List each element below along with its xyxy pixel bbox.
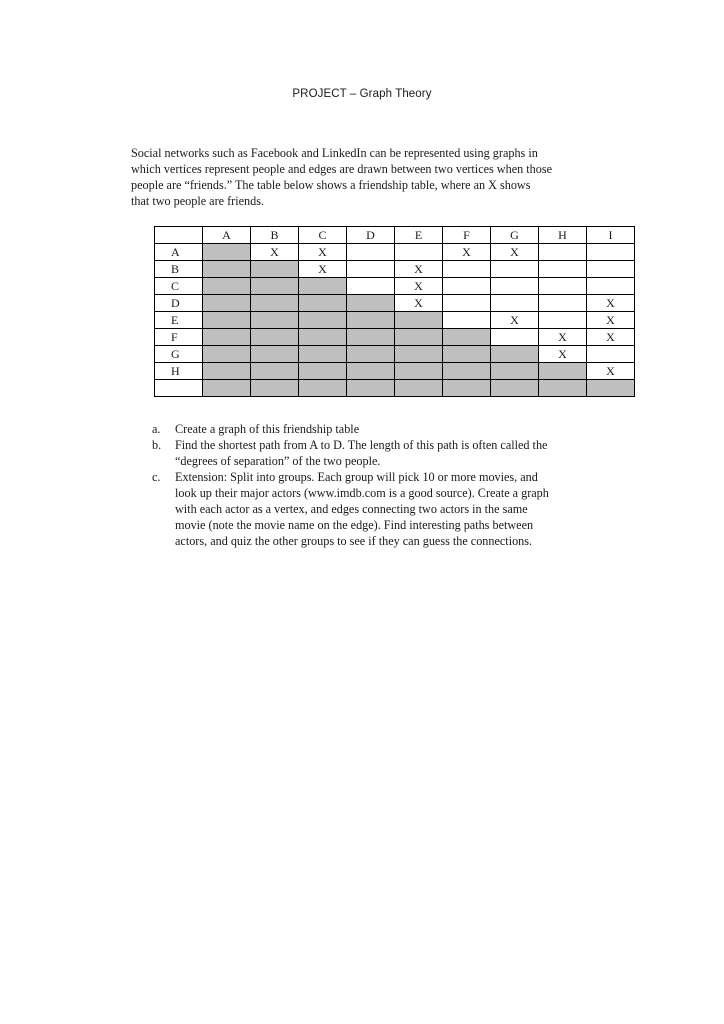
table-cell bbox=[539, 363, 587, 380]
table-header-row bbox=[155, 227, 635, 244]
table-cell bbox=[251, 380, 299, 397]
question-line: movie (note the movie name on the edge). Find interesting paths between bbox=[175, 518, 534, 532]
table-cell bbox=[299, 346, 347, 363]
table-cell: X bbox=[395, 278, 443, 295]
table-cell bbox=[203, 278, 251, 295]
intro-line: that two people are friends. bbox=[131, 194, 264, 208]
column-header: A bbox=[203, 227, 251, 244]
question-line: with each actor as a vertex, and edges connecting two actors in the same bbox=[175, 502, 528, 516]
table-cell bbox=[539, 295, 587, 312]
table-cell bbox=[395, 363, 443, 380]
table-row bbox=[155, 261, 635, 278]
table-cell bbox=[491, 346, 539, 363]
page-title: PROJECT – Graph Theory bbox=[292, 88, 432, 100]
question-letter: c. bbox=[152, 470, 161, 484]
table-cell bbox=[443, 312, 491, 329]
table-cell: X bbox=[491, 244, 539, 261]
table-cell: X bbox=[299, 261, 347, 278]
intro-paragraph bbox=[131, 145, 641, 209]
row-label: C bbox=[155, 278, 203, 295]
table-cell bbox=[587, 380, 635, 397]
table-cell bbox=[299, 295, 347, 312]
table-cell bbox=[203, 329, 251, 346]
table-cell bbox=[203, 261, 251, 278]
column-header: I bbox=[587, 227, 635, 244]
question-line: Create a graph of this friendship table bbox=[175, 422, 360, 436]
table-row bbox=[155, 295, 635, 312]
column-header: F bbox=[443, 227, 491, 244]
table-cell: X bbox=[395, 261, 443, 278]
column-header: E bbox=[395, 227, 443, 244]
table-cell bbox=[203, 244, 251, 261]
question-line: Extension: Split into groups. Each group will pick 10 or more movies, and bbox=[175, 470, 538, 484]
table-row bbox=[155, 278, 635, 295]
question-b bbox=[152, 437, 652, 469]
table-cell bbox=[347, 346, 395, 363]
column-header: H bbox=[539, 227, 587, 244]
table-cell bbox=[203, 295, 251, 312]
table-cell bbox=[491, 295, 539, 312]
table-cell bbox=[299, 278, 347, 295]
table-cell bbox=[491, 329, 539, 346]
table-cell bbox=[347, 363, 395, 380]
table-cell bbox=[491, 278, 539, 295]
column-header: B bbox=[251, 227, 299, 244]
question-list bbox=[152, 421, 652, 549]
table-row bbox=[155, 363, 635, 380]
question-line: look up their major actors (www.imdb.com is a good source). Create a graph bbox=[175, 486, 549, 500]
row-label: D bbox=[155, 295, 203, 312]
table-cell bbox=[539, 244, 587, 261]
table-cell: X bbox=[587, 312, 635, 329]
table-row bbox=[155, 312, 635, 329]
row-label: H bbox=[155, 363, 203, 380]
table-cell bbox=[347, 278, 395, 295]
table-cell bbox=[443, 295, 491, 312]
table-row bbox=[155, 244, 635, 261]
table-cell: X bbox=[299, 244, 347, 261]
table-cell bbox=[203, 312, 251, 329]
row-label bbox=[155, 380, 203, 397]
row-label: E bbox=[155, 312, 203, 329]
corner-cell bbox=[155, 227, 203, 244]
row-label: F bbox=[155, 329, 203, 346]
table-row bbox=[155, 346, 635, 363]
table-cell: X bbox=[539, 329, 587, 346]
table-cell: X bbox=[539, 346, 587, 363]
table-cell bbox=[443, 329, 491, 346]
intro-line: Social networks such as Facebook and LinkedIn can be represented using graphs in bbox=[131, 146, 538, 160]
table-cell bbox=[395, 329, 443, 346]
table-cell bbox=[539, 278, 587, 295]
table-cell bbox=[299, 312, 347, 329]
table-cell bbox=[203, 380, 251, 397]
table-cell bbox=[395, 312, 443, 329]
table-row bbox=[155, 380, 635, 397]
table-cell bbox=[539, 312, 587, 329]
row-label: A bbox=[155, 244, 203, 261]
table-cell bbox=[587, 346, 635, 363]
table-cell bbox=[587, 278, 635, 295]
table-cell bbox=[443, 261, 491, 278]
table-cell: X bbox=[251, 244, 299, 261]
table-cell bbox=[347, 312, 395, 329]
table-cell bbox=[395, 346, 443, 363]
table-cell bbox=[203, 346, 251, 363]
table-cell bbox=[251, 295, 299, 312]
table-cell bbox=[251, 329, 299, 346]
table-cell bbox=[347, 295, 395, 312]
table-cell bbox=[539, 380, 587, 397]
question-line: actors, and quiz the other groups to see if they can guess the connections. bbox=[175, 534, 533, 548]
intro-line: people are “friends.” The table below shows a friendship table, where an X shows bbox=[131, 178, 531, 192]
table-cell: X bbox=[587, 363, 635, 380]
table-cell bbox=[299, 329, 347, 346]
table-cell bbox=[443, 363, 491, 380]
table-row bbox=[155, 329, 635, 346]
table-cell bbox=[587, 244, 635, 261]
table-cell bbox=[203, 363, 251, 380]
table-cell bbox=[251, 312, 299, 329]
intro-line: which vertices represent people and edges are drawn between two vertices when those bbox=[131, 162, 552, 176]
question-a bbox=[152, 421, 652, 437]
table-cell bbox=[443, 380, 491, 397]
table-cell bbox=[539, 261, 587, 278]
table-cell bbox=[347, 261, 395, 278]
table-cell: X bbox=[395, 295, 443, 312]
table-cell bbox=[443, 346, 491, 363]
table-cell: X bbox=[587, 329, 635, 346]
column-header: G bbox=[491, 227, 539, 244]
table-cell bbox=[299, 380, 347, 397]
table-cell bbox=[251, 363, 299, 380]
table-cell bbox=[395, 380, 443, 397]
friendship-table bbox=[154, 226, 635, 397]
table-cell bbox=[395, 244, 443, 261]
row-label: B bbox=[155, 261, 203, 278]
question-letter: b. bbox=[152, 438, 162, 452]
table-cell bbox=[299, 363, 347, 380]
table-cell bbox=[251, 261, 299, 278]
table-cell bbox=[251, 346, 299, 363]
table-cell bbox=[443, 278, 491, 295]
table-cell bbox=[347, 380, 395, 397]
question-line: “degrees of separation” of the two people. bbox=[175, 454, 381, 468]
question-letter: a. bbox=[152, 422, 161, 436]
table-cell bbox=[587, 261, 635, 278]
table-cell bbox=[491, 380, 539, 397]
question-line: Find the shortest path from A to D. The length of this path is often called the bbox=[175, 438, 548, 452]
table-cell bbox=[347, 244, 395, 261]
table-cell bbox=[251, 278, 299, 295]
table-cell: X bbox=[587, 295, 635, 312]
table-cell bbox=[491, 363, 539, 380]
column-header: D bbox=[347, 227, 395, 244]
row-label: G bbox=[155, 346, 203, 363]
table-cell: X bbox=[491, 312, 539, 329]
table-cell: X bbox=[443, 244, 491, 261]
column-header: C bbox=[299, 227, 347, 244]
question-c bbox=[152, 469, 652, 549]
table-cell bbox=[491, 261, 539, 278]
table-cell bbox=[347, 329, 395, 346]
